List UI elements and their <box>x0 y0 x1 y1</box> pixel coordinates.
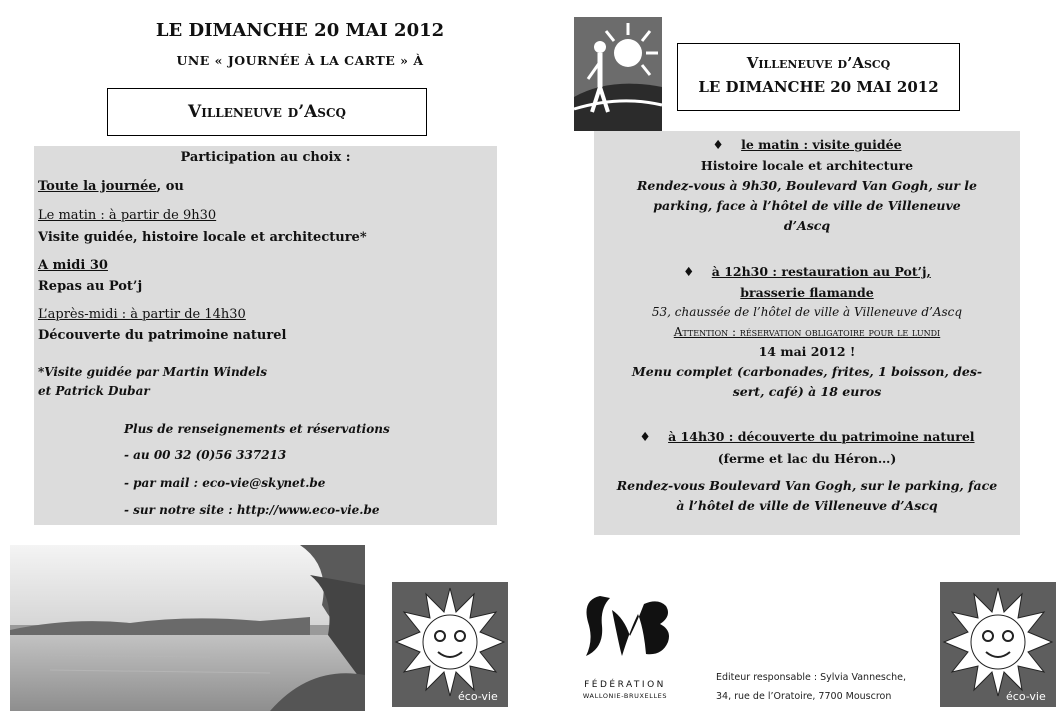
info-phone: - au 00 32 (0)56 337213 <box>124 448 287 462</box>
bullet-icon: ♦ <box>683 264 695 279</box>
left-place-box <box>107 88 427 136</box>
lake-photo <box>10 545 365 711</box>
right-title-box <box>677 43 960 111</box>
morning-label: Le matin : à partir de 9h30 <box>38 208 217 223</box>
left-heading-sub: UNE « JOURNÉE À LA CARTE » À <box>176 53 424 68</box>
noon-attention-line1: Attention : réservation obligatoire pour le lundi <box>673 325 941 339</box>
noon-attention-line2: 14 mai 2012 ! <box>758 344 856 359</box>
left-info-panel <box>34 146 497 525</box>
editor-info <box>716 668 906 706</box>
fwb-mark-icon <box>560 590 690 670</box>
walker-sun-logo <box>570 17 666 131</box>
noon-title-line1: à 12h30 : restauration au Pot’j, <box>711 264 931 279</box>
eco-vie-logo-left <box>392 582 508 707</box>
noon-menu-line1: Menu complet (carbonades, frites, 1 boisson, des- <box>631 364 983 379</box>
left-heading-date: LE DIMANCHE 20 MAI 2012 <box>155 20 445 41</box>
editor-line2: 34, rue de l’Oratoire, 7700 Mouscron <box>716 691 892 702</box>
federation-line2: WALLONIE-BRUXELLES <box>582 692 668 700</box>
info-mail: - par mail : eco-vie@skynet.be <box>124 476 326 490</box>
right-box-date: LE DIMANCHE 20 MAI 2012 <box>698 78 939 96</box>
noon-address: 53, chaussée de l’hôtel de ville à Villeneuve d’Ascq <box>651 305 963 319</box>
afternoon-title-line2: (ferme et lac du Héron…) <box>717 451 897 466</box>
afternoon-heading <box>594 429 1020 444</box>
info-site: - sur notre site : http://www.eco-vie.be <box>124 503 380 517</box>
afternoon-rdv-line2: à l’hôtel de ville de Villeneuve d’Ascq <box>676 498 938 513</box>
morning-desc: Visite guidée, histoire locale et architecture* <box>38 230 367 245</box>
info-title: Plus de renseignements et réservations <box>124 422 390 436</box>
all-day-suffix: , ou <box>156 179 184 194</box>
afternoon-desc: Découverte du patrimoine naturel <box>38 328 287 343</box>
morning-heading <box>594 137 1020 152</box>
noon-label: A midi 30 <box>38 258 108 273</box>
afternoon-rdv-line1: Rendez-vous Boulevard Van Gogh, sur le parking, face <box>616 478 998 493</box>
morning-rdv-line1: Rendez-vous à 9h30, Boulevard Van Gogh, sur le <box>637 178 977 193</box>
bullet-icon: ♦ <box>712 137 724 152</box>
sun-face-icon <box>392 582 508 707</box>
afternoon-title-line1: à 14h30 : découverte du patrimoine naturel <box>668 429 975 444</box>
noon-desc: Repas au Pot’j <box>38 279 143 294</box>
federation-logo <box>560 590 690 705</box>
all-day-label: Toute la journée <box>38 179 157 194</box>
afternoon-label: L’après-midi : à partir de 14h30 <box>38 307 246 322</box>
eco-vie-logo-text: éco-vie <box>458 690 498 703</box>
morning-subtitle: Histoire locale et architecture <box>700 158 914 173</box>
guide-note-line2: et Patrick Dubar <box>38 384 150 398</box>
morning-title: le matin : visite guidée <box>741 137 902 152</box>
eco-vie-logo-right <box>940 582 1056 707</box>
right-program-panel <box>594 131 1020 535</box>
sun-face-icon <box>940 582 1056 707</box>
morning-rdv-line3: d’Ascq <box>783 218 831 233</box>
noon-menu-line2: sert, café) à 18 euros <box>732 384 882 399</box>
guide-note-line1: *Visite guidée par Martin Windels <box>38 365 268 379</box>
editor-line1: Editeur responsable : Sylvia Vannesche, <box>716 672 906 683</box>
panel-title: Participation au choix : <box>180 150 351 165</box>
federation-line1: FÉDÉRATION <box>584 680 666 690</box>
left-place-title: Villeneuve d’Ascq <box>188 102 346 122</box>
noon-heading <box>594 264 1020 279</box>
bullet-icon: ♦ <box>639 429 651 444</box>
right-box-place: Villeneuve d’Ascq <box>746 54 891 72</box>
morning-rdv-line2: parking, face à l’hôtel de ville de Villeneuve <box>653 198 961 213</box>
eco-vie-logo-text: éco-vie <box>1006 690 1046 703</box>
all-day-option <box>38 179 184 194</box>
noon-title-line2: brasserie flamande <box>740 285 874 300</box>
